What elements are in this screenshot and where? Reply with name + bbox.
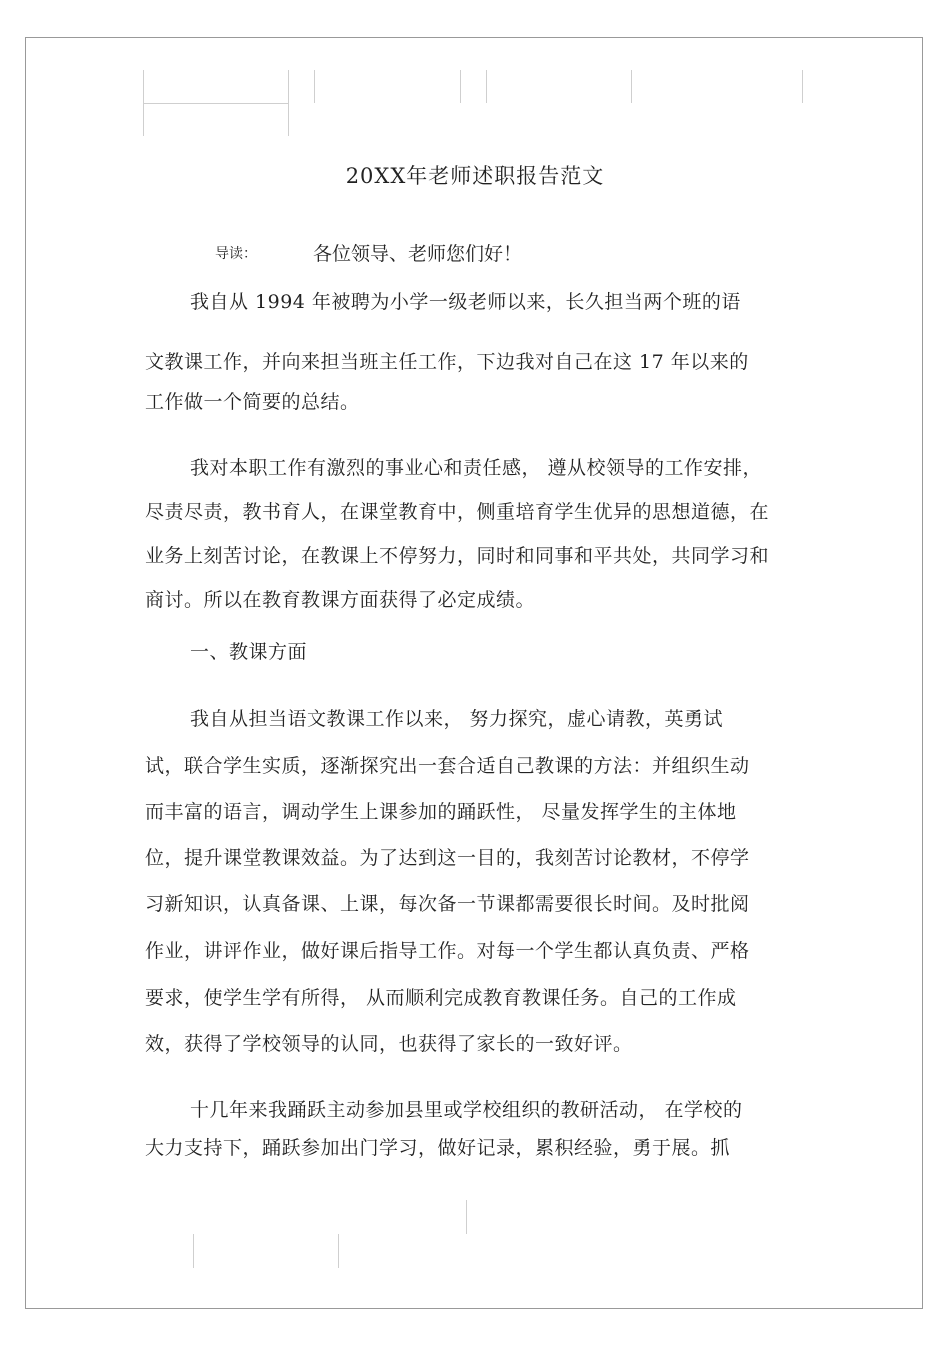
- decor-line: [314, 70, 315, 103]
- body-line: 我对本职工作有激烈的事业心和责任感， 遵从校领导的工作安排，: [190, 457, 763, 479]
- decor-line: [193, 1234, 194, 1268]
- document-title: 20XX年老师述职报告范文: [345, 164, 605, 188]
- section-heading: 一、教课方面: [190, 641, 308, 663]
- body-line: 位，提升课堂教课效益。为了达到这一目的，我刻苦讨论教材，不停学: [145, 847, 750, 869]
- decor-line: [486, 70, 487, 103]
- body-line: 商讨。所以在教育教课方面获得了必定成绩。: [145, 589, 536, 611]
- decor-line: [143, 103, 288, 104]
- intro-label: 导读：: [215, 246, 257, 262]
- body-line: 我自从 1994 年被聘为小学一级老师以来，长久担当两个班的语: [190, 291, 741, 313]
- body-line: 试，联合学生实质，逐渐探究出一套合适自己教课的方法：并组织生动: [145, 755, 750, 777]
- intro-text: 各位领导、老师您们好！: [313, 243, 523, 265]
- decor-line: [288, 70, 289, 136]
- body-line: 而丰富的语言，调动学生上课参加的踊跃性， 尽量发挥学生的主体地: [145, 801, 737, 823]
- decor-line: [460, 70, 461, 103]
- decor-line: [631, 70, 632, 103]
- body-line: 尽责尽责，教书育人，在课堂教育中，侧重培育学生优异的思想道德，在: [145, 501, 770, 523]
- body-line: 大力支持下，踊跃参加出门学习，做好记录，累积经验，勇于展。抓: [145, 1137, 731, 1159]
- body-line: 业务上刻苦讨论，在教课上不停努力，同时和同事和平共处，共同学习和: [145, 545, 770, 567]
- body-line: 要求，使学生学有所得， 从而顺利完成教育教课任务。自己的工作成: [145, 987, 737, 1009]
- body-line: 效，获得了学校领导的认同，也获得了家长的一致好评。: [145, 1033, 633, 1055]
- body-line: 习新知识，认真备课、上课，每次备一节课都需要很长时间。及时批阅: [145, 893, 750, 915]
- decor-line: [338, 1234, 339, 1268]
- body-line: 作业，讲评作业，做好课后指导工作。对每一个学生都认真负责、严格: [145, 940, 750, 962]
- decor-line: [802, 70, 803, 103]
- decor-line: [466, 1200, 467, 1234]
- body-line: 工作做一个简要的总结。: [145, 391, 360, 413]
- body-line: 文教课工作，并向来担当班主任工作，下边我对自己在这 17 年以来的: [145, 351, 749, 373]
- body-line: 十几年来我踊跃主动参加县里或学校组织的教研活动， 在学校的: [190, 1099, 743, 1121]
- body-line: 我自从担当语文教课工作以来， 努力探究，虚心请教，英勇试: [190, 708, 724, 730]
